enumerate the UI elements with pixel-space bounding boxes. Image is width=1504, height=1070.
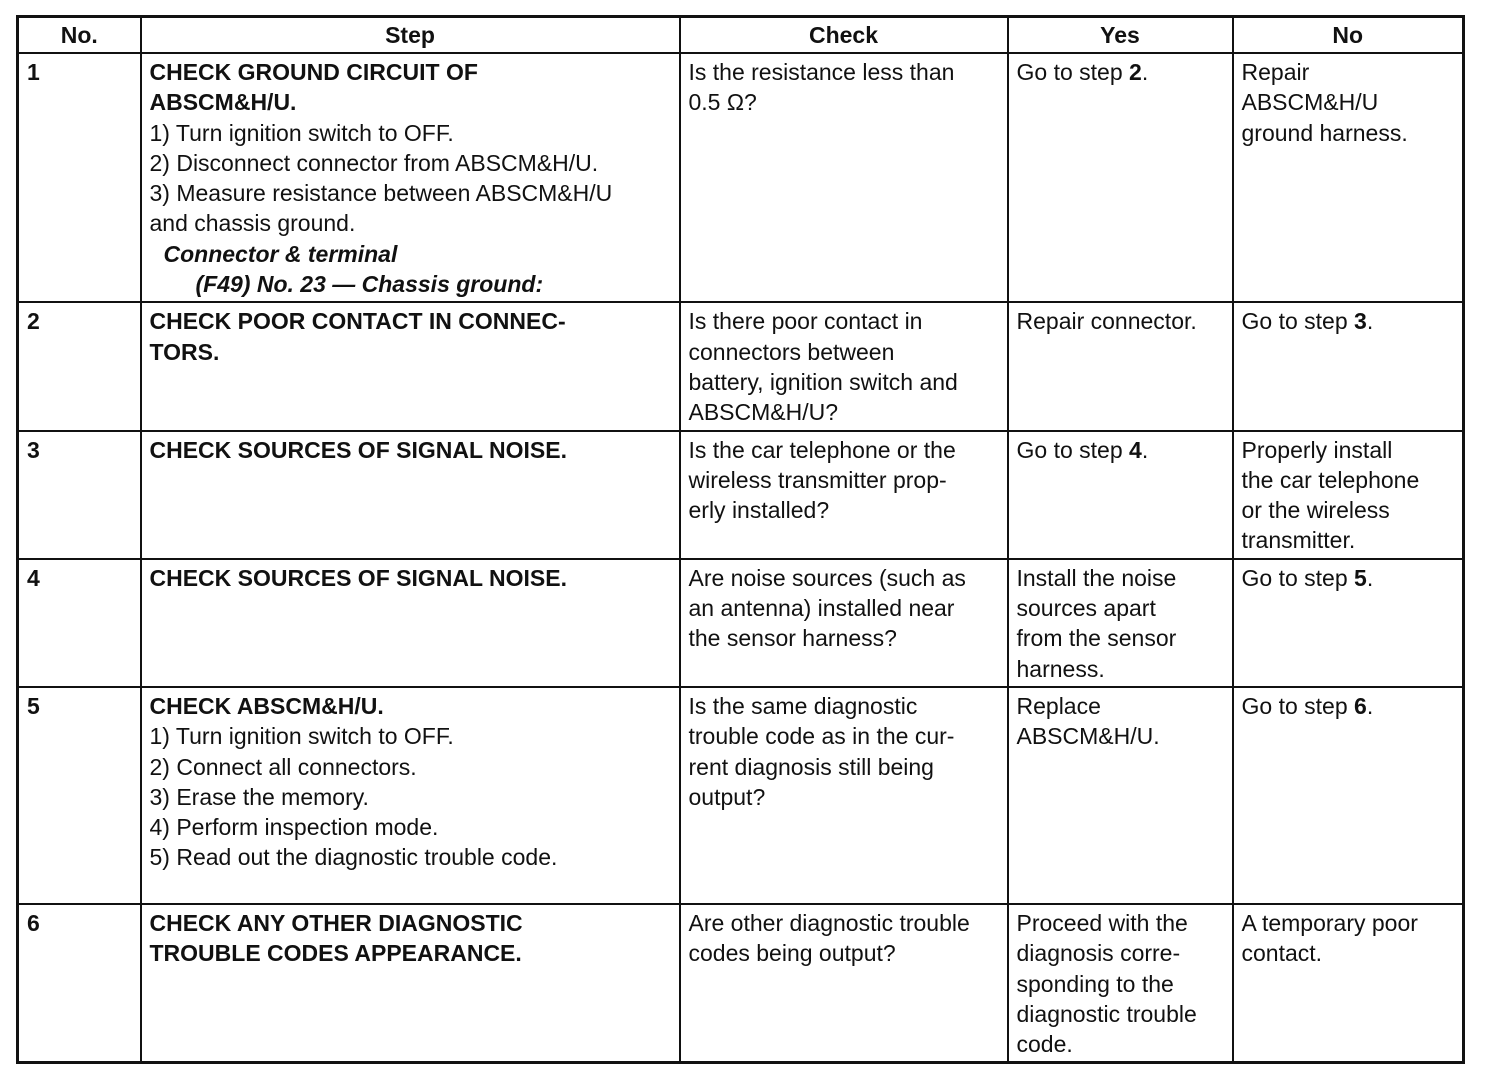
no-line: contact.: [1241, 940, 1323, 967]
step-number: 4: [18, 559, 141, 687]
check-line: Is the car telephone or the: [688, 436, 956, 463]
step-title: [150, 563, 672, 593]
step-title-line: ABSCM&H/U.: [149, 89, 297, 116]
table-row: [18, 53, 1464, 302]
header-row: [18, 17, 1464, 54]
header-no: No.: [18, 17, 141, 54]
check-cell: [680, 687, 1008, 904]
header-no-result: No: [1233, 17, 1464, 54]
yes-text: Go to step: [1016, 59, 1130, 85]
table-row: [18, 431, 1464, 559]
yes-cell: [1008, 431, 1233, 559]
yes-text: Go to step: [1016, 436, 1130, 463]
step-number: 1: [18, 53, 141, 302]
step-title-line: CHECK ANY OTHER DIAGNOSTIC: [149, 909, 523, 936]
check-line: output?: [688, 783, 766, 810]
step-instruction: 1) Turn ignition switch to OFF.: [149, 119, 454, 146]
yes-line: diagnostic trouble: [1016, 1000, 1197, 1027]
step-title: [150, 435, 672, 465]
yes-text: .: [1141, 59, 1149, 85]
step-title-line: TROUBLE CODES APPEARANCE.: [149, 940, 522, 967]
check-line: connectors between: [688, 338, 895, 365]
yes-line: Proceed with the: [1016, 909, 1188, 936]
step-title: [150, 57, 672, 118]
step-number: 3: [18, 431, 141, 559]
no-line: A temporary poor: [1241, 909, 1418, 936]
yes-cell: [1008, 559, 1233, 687]
check-line: ABSCM&H/U?: [688, 399, 839, 426]
yes-line: Install the noise: [1016, 564, 1177, 591]
check-line: trouble code as in the cur-: [688, 723, 955, 750]
yes-line: code.: [1016, 1031, 1073, 1058]
no-text: Go to step: [1241, 692, 1355, 719]
step-number: 5: [18, 687, 141, 904]
yes-cell: [1008, 687, 1233, 904]
check-line: 0.5 Ω?: [688, 89, 757, 116]
step-reference: 5: [1354, 564, 1367, 591]
check-cell: [680, 904, 1008, 1063]
table-row: [18, 559, 1464, 687]
check-cell: [680, 302, 1008, 430]
step-cell: [141, 559, 680, 687]
no-line: transmitter.: [1241, 527, 1356, 554]
terminal-value: (F49) No. 23 — Chassis ground:: [195, 271, 544, 298]
no-text: .: [1366, 564, 1374, 591]
check-line: the sensor harness?: [688, 625, 897, 652]
no-line: ground harness.: [1241, 119, 1408, 146]
no-line: Properly install: [1241, 436, 1393, 463]
yes-line: sponding to the: [1016, 970, 1174, 997]
check-line: codes being output?: [688, 940, 896, 967]
no-cell: [1233, 904, 1464, 1063]
table-row: [18, 302, 1464, 430]
yes-line: ABSCM&H/U.: [1016, 723, 1160, 750]
check-line: rent diagnosis still being: [688, 753, 934, 780]
step-instruction: 2) Disconnect connector from ABSCM&H/U.: [149, 149, 599, 176]
step-instruction: and chassis ground.: [149, 210, 356, 237]
table-row: [18, 904, 1464, 1063]
no-cell: [1233, 559, 1464, 687]
step-title-line: CHECK ABSCM&H/U.: [149, 692, 384, 719]
terminal-label: Connector & terminal: [163, 240, 398, 267]
step-cell: [141, 431, 680, 559]
step-number: 2: [18, 302, 141, 430]
check-cell: [680, 53, 1008, 302]
step-instruction: 2) Connect all connectors.: [149, 753, 417, 780]
no-text: Go to step: [1241, 308, 1355, 335]
diagnostic-table: [16, 15, 1465, 1064]
step-instruction: 1) Turn ignition switch to OFF.: [149, 723, 454, 750]
yes-cell: [1008, 904, 1233, 1063]
header-step: Step: [141, 17, 680, 54]
step-title-line: TORS.: [149, 338, 220, 365]
step-cell: [141, 904, 680, 1063]
yes-line: harness.: [1016, 655, 1105, 682]
check-line: Are noise sources (such as: [688, 564, 966, 591]
no-text: Go to step: [1241, 564, 1355, 591]
step-title: [150, 306, 672, 367]
step-instruction: 4) Perform inspection mode.: [149, 814, 439, 841]
check-line: Are other diagnostic trouble: [688, 909, 970, 936]
step-title-line: CHECK GROUND CIRCUIT OF: [149, 59, 478, 85]
check-line: Is the same diagnostic: [688, 692, 918, 719]
yes-text: .: [1141, 436, 1149, 463]
no-text: .: [1366, 692, 1374, 719]
step-reference: 2: [1129, 59, 1142, 85]
check-line: Is the resistance less than: [688, 59, 955, 85]
check-cell: [680, 559, 1008, 687]
check-line: wireless transmitter prop-: [688, 466, 947, 493]
no-line: the car telephone: [1241, 466, 1420, 493]
yes-text: Repair connector.: [1016, 308, 1197, 335]
check-line: an antenna) installed near: [688, 595, 955, 622]
yes-line: Replace: [1016, 692, 1101, 719]
no-cell: [1233, 302, 1464, 430]
step-reference: 4: [1129, 436, 1142, 463]
yes-cell: [1008, 302, 1233, 430]
yes-cell: [1008, 53, 1233, 302]
no-cell: [1233, 687, 1464, 904]
header-yes: Yes: [1008, 17, 1233, 54]
no-cell: [1233, 431, 1464, 559]
step-number: 6: [18, 904, 141, 1063]
step-title: [150, 908, 672, 969]
step-reference: 3: [1354, 308, 1367, 335]
step-instruction: 3) Erase the memory.: [149, 783, 369, 810]
step-cell: [141, 687, 680, 904]
yes-line: sources apart: [1016, 595, 1156, 622]
no-line: or the wireless: [1241, 497, 1390, 524]
yes-line: diagnosis corre-: [1016, 940, 1181, 967]
check-cell: [680, 431, 1008, 559]
step-cell: [141, 302, 680, 430]
check-line: erly installed?: [688, 497, 830, 524]
no-line: ABSCM&H/U: [1241, 89, 1379, 116]
check-line: Is there poor contact in: [688, 308, 923, 335]
no-text: .: [1366, 308, 1374, 335]
step-title-line: CHECK POOR CONTACT IN CONNEC-: [149, 308, 566, 335]
step-cell: [141, 53, 680, 302]
step-instruction: 5) Read out the diagnostic trouble code.: [149, 844, 558, 871]
yes-line: from the sensor: [1016, 625, 1177, 652]
no-line: Repair: [1241, 59, 1310, 85]
step-title-line: CHECK SOURCES OF SIGNAL NOISE.: [149, 564, 567, 591]
step-reference: 6: [1354, 692, 1367, 719]
step-title-line: CHECK SOURCES OF SIGNAL NOISE.: [149, 436, 567, 463]
step-title: [150, 691, 672, 721]
step-instruction: 3) Measure resistance between ABSCM&H/U: [149, 180, 613, 207]
table-row: [18, 687, 1464, 904]
header-check: Check: [680, 17, 1008, 54]
no-cell: [1233, 53, 1464, 302]
check-line: battery, ignition switch and: [688, 368, 958, 395]
